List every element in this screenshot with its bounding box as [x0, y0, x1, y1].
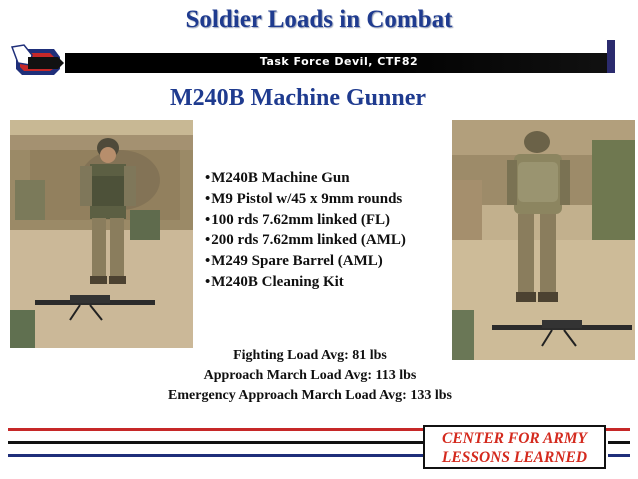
equipment-item: • M240B Cleaning Kit: [205, 272, 406, 293]
load-summary: [130, 346, 490, 406]
fighting-load: Fighting Load Avg: 81 lbs: [233, 348, 387, 363]
task-force-banner: [65, 53, 613, 73]
call-footer-logo: [423, 425, 606, 469]
slide-title: Soldier Loads in Combat: [185, 6, 453, 33]
approach-march-load: Approach March Load Avg: 113 lbs: [203, 368, 417, 383]
footer-stripe-blue-right: [608, 454, 630, 457]
equipment-item: • M249 Spare Barrel (AML): [205, 251, 406, 272]
slide-subtitle: M240B Machine Gunner: [170, 85, 426, 111]
soldier-back-photo: [452, 120, 635, 360]
org-name-line-1: CENTER FOR ARMY: [442, 430, 587, 447]
emergency-approach-march-load: Emergency Approach March Load Avg: 133 lbs: [168, 388, 452, 403]
banner-text: Task Force Devil, CTF82: [259, 55, 419, 68]
equipment-item: • M9 Pistol w/45 x 9mm rounds: [205, 189, 406, 210]
footer-stripe-blue: [8, 454, 424, 457]
equipment-item: • M240B Machine Gun: [205, 168, 406, 189]
footer-stripe-black: [8, 441, 424, 444]
footer-stripe-black-right: [608, 441, 630, 444]
banner-accent: [607, 40, 615, 73]
equipment-item: • 100 rds 7.62mm linked (FL): [205, 210, 406, 231]
equipment-list: [205, 168, 406, 293]
call-shield-icon: [10, 43, 66, 77]
equipment-item: • 200 rds 7.62mm linked (AML): [205, 230, 406, 251]
org-name-line-2: LESSONS LEARNED: [441, 449, 588, 466]
soldier-front-photo: [10, 120, 193, 348]
